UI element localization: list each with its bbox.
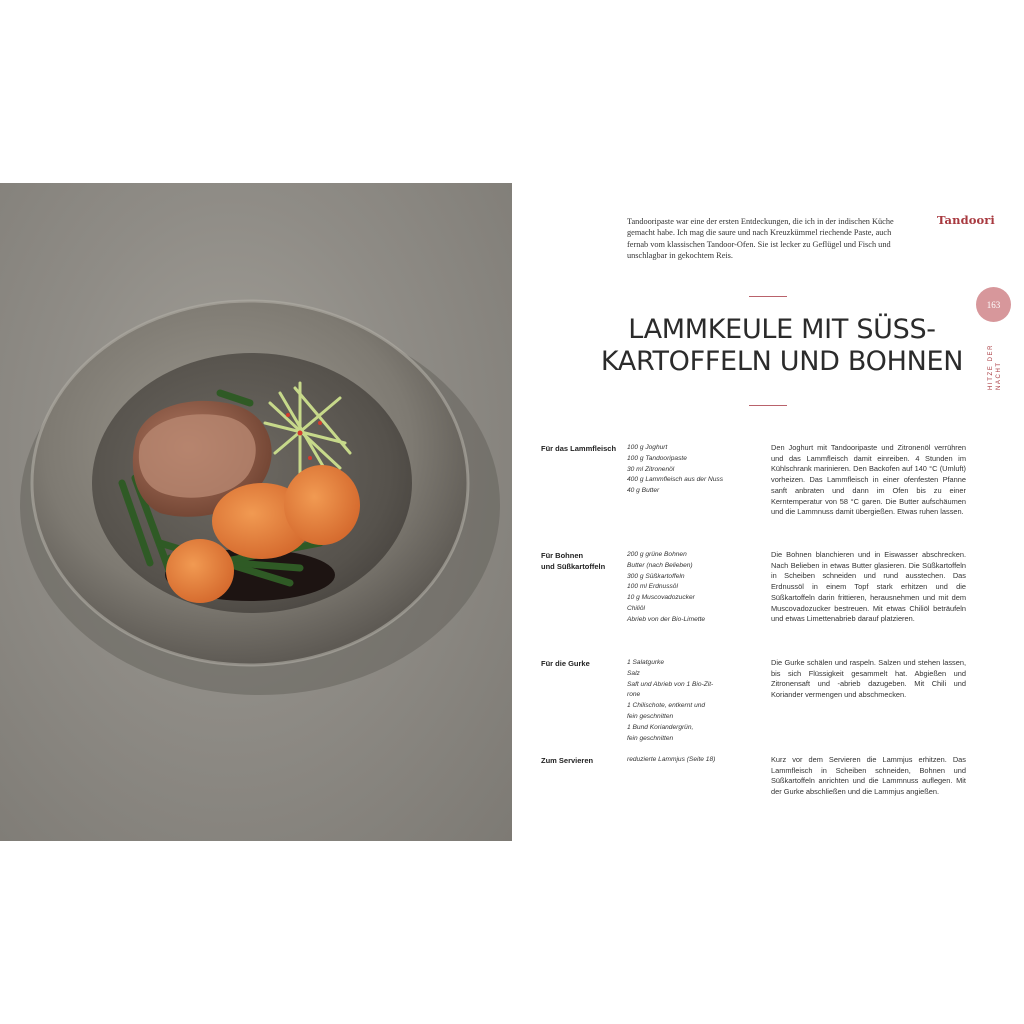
ingredient-item: 300 g Süßkartoffeln bbox=[627, 572, 685, 580]
block-label-gurke bbox=[541, 658, 590, 669]
title-rule-top bbox=[749, 296, 787, 297]
method-servieren: Kurz vor dem Servieren die Lammjus erhitzen. Das Lammfleisch in Scheiben schneiden, Bohnen und Süßkartoffeln anrichten und die Lammnuss auflegen. Mit der Gurke abschließen und die Lammjus angießen. bbox=[771, 755, 966, 797]
block-label-bohnen bbox=[541, 550, 605, 572]
block-label-line: Für die Gurke bbox=[541, 659, 590, 668]
block-label-line: Für Bohnen bbox=[541, 551, 584, 560]
ingredient-item: 100 ml Erdnussöl bbox=[627, 583, 678, 591]
method-bohnen: Die Bohnen blanchieren und in Eiswasser abschrecken. Nach Belieben in etwas Butter glasieren. Die Süßkartoffeln in Scheiben schneiden und rund ausstechen. Das Erdnussöl in einem Topf stark erhitzen und die Süßkartoffeln darin frittieren, herausnehmen und mit dem Muscovadozucker bestreuen. Mit etwas Chiliöl beträufeln und etwas Limettenabrieb darauf platzieren. bbox=[771, 550, 966, 624]
ingredient-item: 100 g Joghurt bbox=[627, 444, 668, 451]
ingredient-item: fein geschnitten bbox=[627, 734, 674, 742]
ingredient-item: Chiliöl bbox=[627, 604, 645, 612]
ingredient-item: Saft und Abrieb von 1 Bio-Zit- bbox=[627, 680, 714, 688]
ingredient-item: Salz bbox=[627, 669, 640, 677]
food-photo bbox=[0, 183, 512, 841]
ingredient-item: reduzierte Lammjus (Seite 18) bbox=[627, 756, 716, 763]
ingredient-item: 10 g Muscovadozucker bbox=[627, 594, 695, 602]
ingredient-item: rone bbox=[627, 691, 641, 699]
chapter-label-line1: HITZE DER bbox=[988, 343, 994, 390]
ingredients-bohnen bbox=[627, 550, 747, 626]
block-label-lammfleisch bbox=[541, 443, 616, 454]
recipe-title-line1: LAMMKEULE MIT SÜSS- bbox=[628, 314, 936, 345]
recipe-title-line2: KARTOFFELN UND BOHNEN bbox=[600, 346, 964, 377]
ingredient-item: fein geschnitten bbox=[627, 712, 674, 720]
block-label-line: Zum Servieren bbox=[541, 756, 594, 765]
block-label-servieren bbox=[541, 755, 593, 766]
chapter-label-line2: NACHT bbox=[996, 361, 1002, 390]
recipe-title bbox=[560, 314, 1004, 378]
ingredient-item: 1 Salatgurke bbox=[627, 659, 665, 666]
ingredient-item: Butter (nach Belieben) bbox=[627, 561, 693, 569]
ingredient-item: 30 ml Zitronenöl bbox=[627, 465, 675, 473]
title-rule-bottom bbox=[749, 405, 787, 406]
block-label-line: Für das Lammfleisch bbox=[541, 444, 617, 453]
method-gurke: Die Gurke schälen und raspeln. Salzen und stehen lassen, bis sich Flüssigkeit gesammelt hat. Abgießen und Zitronensaft und -abrieb dazugeben. Mit Chili und Koriander vermengen und abschmecken. bbox=[771, 658, 966, 700]
ingredients-servieren bbox=[627, 755, 747, 766]
ingredients-gurke bbox=[627, 658, 747, 744]
ingredient-item: 400 g Lammfleisch aus der Nuss bbox=[627, 476, 724, 484]
ingredient-item: 40 g Butter bbox=[627, 487, 660, 495]
ingredient-item: Abrieb von der Bio-Limette bbox=[627, 615, 706, 623]
ingredient-item: 200 g grüne Bohnen bbox=[627, 551, 687, 558]
section-tag: Tandoori bbox=[937, 213, 995, 227]
ingredient-item: 1 Bund Koriandergrün, bbox=[627, 723, 694, 731]
page-number: 163 bbox=[986, 299, 1001, 310]
ingredient-item: 100 g Tandooripaste bbox=[627, 454, 687, 462]
ingredients-lammfleisch bbox=[627, 443, 747, 497]
method-lammfleisch: Den Joghurt mit Tandooripaste und Zitronenöl verrühren und das Lammfleisch damit einreiben. 4 Stunden im Kühlschrank marinieren. Den Backofen auf 140 °C (Umluft) vorheizen. Das Lammfleisch in einer ofenfesten Pfanne sanft anbraten und dann im Ofen bis zu einer Kerntemperatur von 58 °C garen. Die Butter aufschäumen und die Lammnuss damit übergießen. Etwas ruhen lassen. bbox=[771, 443, 966, 517]
ingredient-item: 1 Chilischote, entkernt und bbox=[627, 702, 706, 710]
intro-paragraph: Tandooripaste war eine der ersten Entdeckungen, die ich in der indischen Küche gemacht habe. Ich mag die saure und nach Kreuzkümmel riechende Paste, auch fernab vom klassischen Tandoor-Ofen. Sie ist lecker zu Geflügel und Fisch und unschlagbar in gekochtem Reis. bbox=[627, 217, 894, 260]
food-photo-illustration bbox=[0, 183, 512, 841]
block-label-line: und Süßkartoffeln bbox=[541, 562, 606, 571]
